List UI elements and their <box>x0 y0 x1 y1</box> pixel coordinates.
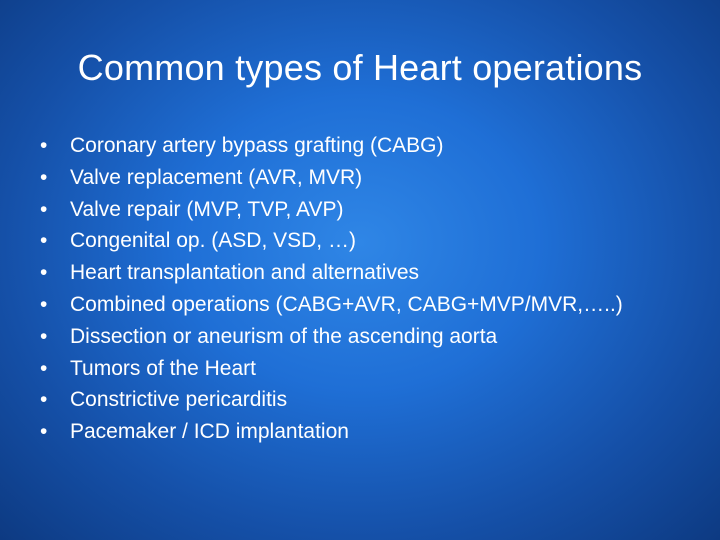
bullet-text: Combined operations (CABG+AVR, CABG+MVP/MVR,…..) <box>70 292 623 316</box>
bullet-icon: • <box>40 292 48 316</box>
bullet-list <box>40 130 680 448</box>
bullet-text: Constrictive pericarditis <box>70 388 288 412</box>
bullet-item-combined <box>40 289 680 321</box>
bullet-icon: • <box>40 356 48 380</box>
bullet-item-cabg <box>40 130 680 162</box>
bullet-text: Valve repair (MVP, TVP, AVP) <box>70 197 344 221</box>
bullet-text: Valve replacement (AVR, MVR) <box>70 165 363 189</box>
bullet-icon: • <box>40 324 48 348</box>
bullet-item-valve-replacement <box>40 162 680 194</box>
bullet-icon: • <box>40 420 48 444</box>
bullet-text: Coronary artery bypass grafting (CABG) <box>70 134 444 157</box>
bullet-icon: • <box>40 261 48 285</box>
bullet-item-dissection <box>40 321 680 353</box>
bullet-icon: • <box>40 134 48 157</box>
bullet-icon: • <box>40 165 48 189</box>
bullet-icon: • <box>40 229 48 253</box>
bullet-item-congenital <box>40 225 680 257</box>
bullet-text: Tumors of the Heart <box>70 356 256 380</box>
bullet-text: Heart transplantation and alternatives <box>70 261 420 285</box>
bullet-icon: • <box>40 388 48 412</box>
bullet-text: Dissection or aneurism of the ascending aorta <box>70 324 498 348</box>
bullet-text: Pacemaker / ICD implantation <box>70 420 349 444</box>
bullet-item-tumors <box>40 353 680 385</box>
bullet-item-pacemaker <box>40 416 680 448</box>
bullet-icon: • <box>40 197 48 221</box>
bullet-item-transplantation <box>40 257 680 289</box>
bullet-text: Congenital op. (ASD, VSD, …) <box>70 229 356 253</box>
bullet-item-valve-repair <box>40 194 680 226</box>
slide-title: Common types of Heart operations <box>77 47 643 88</box>
bullet-item-pericarditis <box>40 384 680 416</box>
